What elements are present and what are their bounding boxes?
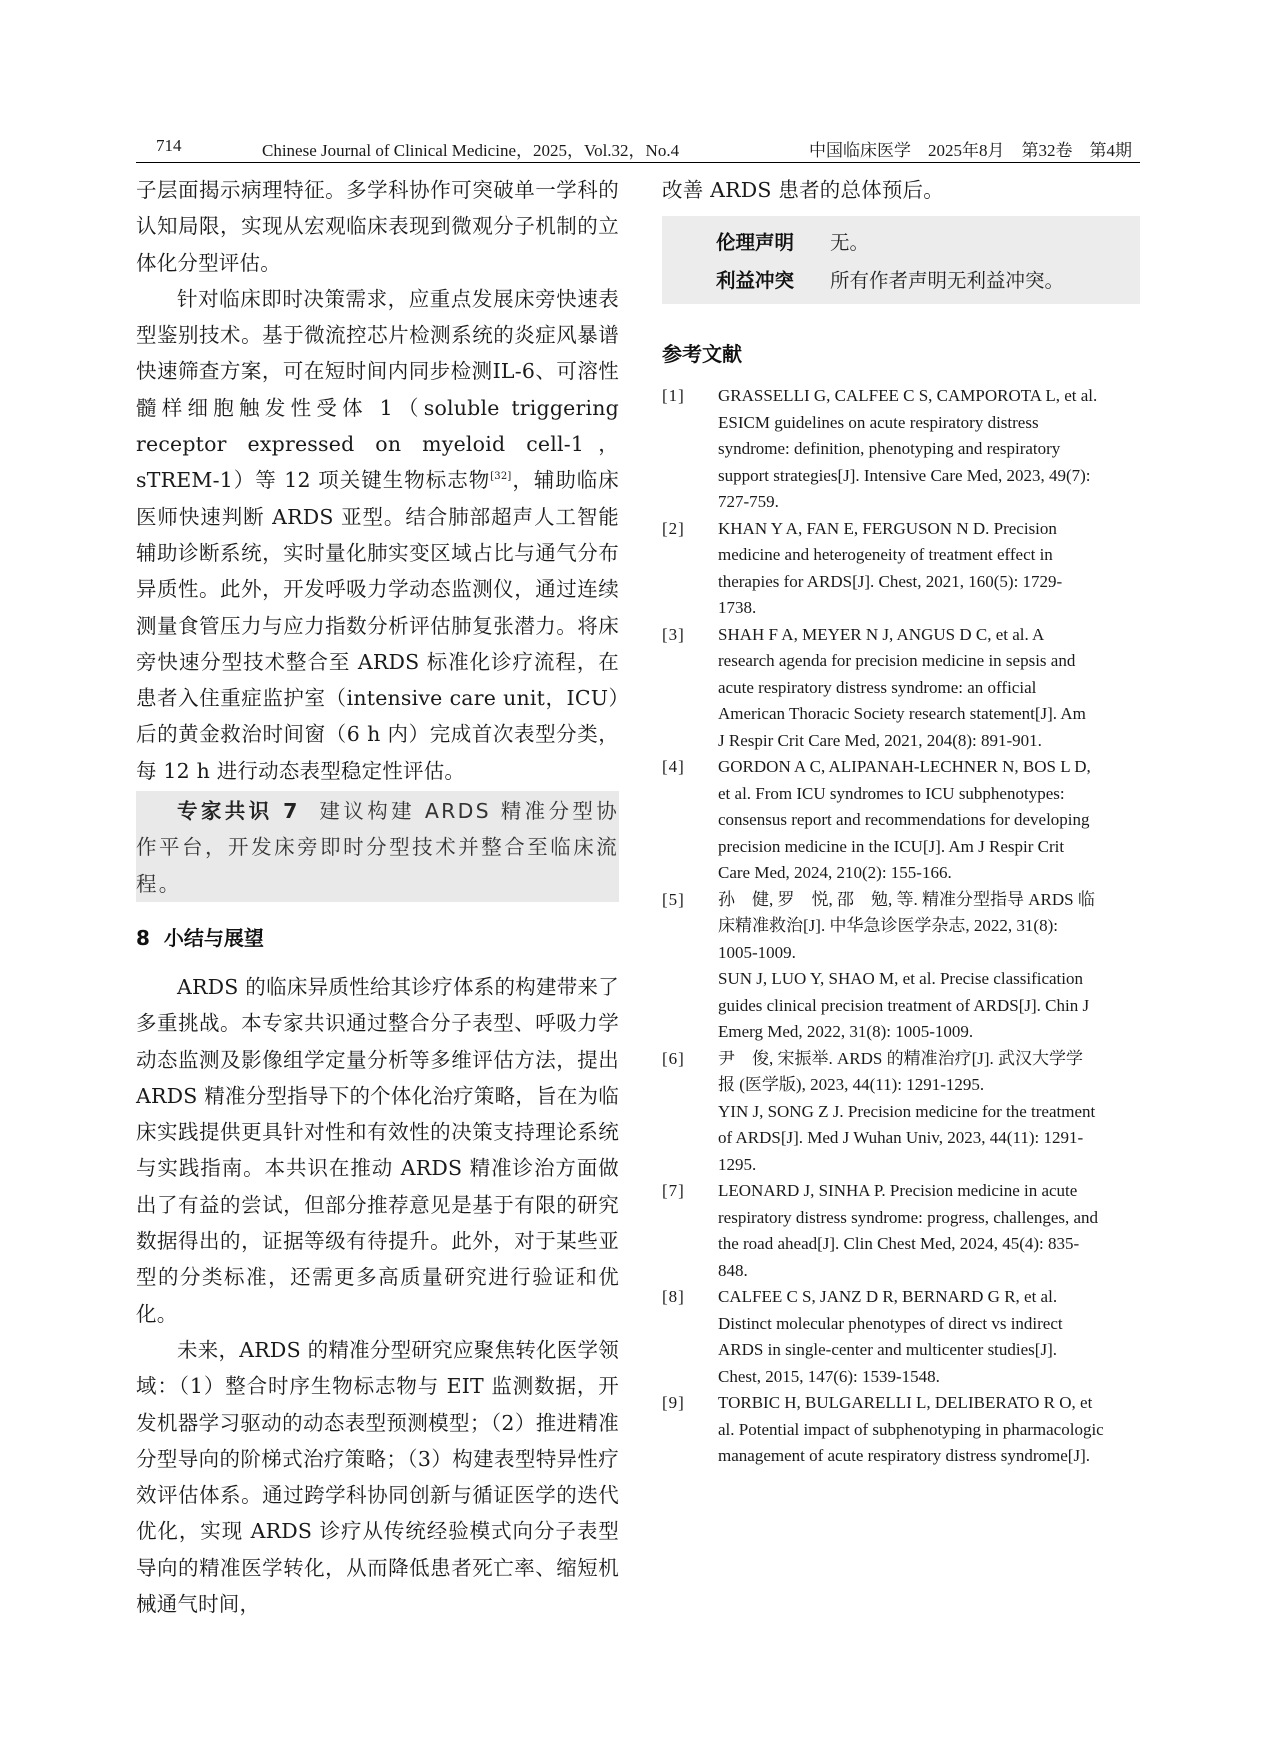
- reference-item: [662, 1178, 1140, 1284]
- reference-item: [662, 754, 1140, 887]
- reference-line: 床精准救治[J]. 中华急诊医学杂志, 2022, 31(8):: [718, 916, 1058, 936]
- reference-number: [7]: [662, 1181, 685, 1201]
- reference-line: 报 (医学版), 2023, 44(11): 1291-1295.: [718, 1075, 985, 1095]
- reference-line: medicine and heterogeneity of treatment effect in: [718, 545, 1053, 565]
- reference-item: [662, 622, 1140, 755]
- conflict-label: 利益冲突: [716, 269, 795, 293]
- reference-line: LEONARD J, SINHA P. Precision medicine in acute: [718, 1181, 1078, 1201]
- reference-line: consensus report and recommendations for developing: [718, 810, 1090, 830]
- reference-line: the road ahead[J]. Clin Chest Med, 2024, 45(4): 835-: [718, 1234, 1080, 1254]
- reference-text: [718, 383, 1140, 516]
- section-heading: [136, 922, 619, 951]
- reference-line: SHAH F A, MEYER N J, ANGUS D C, et al. A: [718, 624, 1045, 644]
- reference-number: [3]: [662, 624, 685, 644]
- reference-number: [9]: [662, 1393, 685, 1413]
- reference-line: ESICM guidelines on acute respiratory distress: [718, 412, 1039, 432]
- paragraph-3: ARDS 的临床异质性给其诊疗体系的构建带来了多重挑战。本专家共识通过整合分子表型、呼吸力学动态监测及影像组学定量分析等多维评估方法，提出 ARDS 精准分型指导下的个体化治疗策略，旨在为临床实践提供更具针对性和有效性的决策支持理论系统与实践指南。本共识在推动 ARDS 精准诊治方面做出了有益的尝试，但部分推荐意见是基于有限的研究数据得出的，证据等级有待提升。此外，对于某些亚型的分类标准，还需更多高质量研究进行验证和优化。: [136, 974, 619, 1326]
- reference-line: syndrome: definition, phenotyping and respiratory: [718, 439, 1061, 459]
- declarations-box: [662, 216, 1140, 304]
- paragraph-continued: 改善 ARDS 患者的总体预后。: [662, 178, 944, 202]
- reference-list: [662, 383, 1140, 1470]
- reference-item: [662, 887, 1140, 1046]
- reference-line: J Respir Crit Care Med, 2021, 204(8): 891-901.: [718, 730, 1042, 750]
- reference-number: [6]: [662, 1048, 685, 1068]
- citation-32[interactable]: [32]: [490, 471, 512, 483]
- reference-text: [718, 1046, 1140, 1179]
- reference-line: Emerg Med, 2022, 31(8): 1005-1009.: [718, 1022, 974, 1042]
- reference-text: [718, 1390, 1140, 1470]
- section-number: 8: [136, 925, 150, 950]
- conflict-of-interest: [662, 260, 1140, 298]
- reference-line: Care Med, 2024, 210(2): 155-166.: [718, 863, 952, 883]
- reference-line: acute respiratory distress syndrome: an official: [718, 677, 1037, 697]
- paragraph-2-part-b: ，辅助临床医师快速判断 ARDS 亚型。结合肺部超声人工智能辅助诊断系统，实时量化肺实变区域占比与通气分布异质性。此外，开发呼吸力学动态监测仪，通过连续测量食管压力与应力指数分析评估肺复张潜力。将床旁快速分型技术整合至 ARDS 标准化诊疗流程，在患者入住重症监护室（intensive care unit，ICU）后的黄金救治时间窗（6 h 内）完成首次表型分类，每 12 h 进行动态表型稳定性评估。: [136, 468, 620, 783]
- reference-line: TORBIC H, BULGARELLI L, DELIBERATO R O, et: [718, 1393, 1093, 1413]
- reference-item: [662, 383, 1140, 516]
- reference-number: [4]: [662, 757, 685, 777]
- ethics-statement: [662, 222, 1140, 260]
- ethics-label: 伦理声明: [716, 231, 795, 255]
- reference-line: research agenda for precision medicine in sepsis and: [718, 651, 1076, 671]
- reference-number: [8]: [662, 1287, 685, 1307]
- reference-line: 1005-1009.: [718, 942, 796, 962]
- reference-text: [718, 516, 1140, 622]
- reference-line: YIN J, SONG Z J. Precision medicine for the treatment: [718, 1101, 1096, 1121]
- reference-item: [662, 1284, 1140, 1390]
- reference-line: guides clinical precision treatment of ARDS[J]. Chin J: [718, 995, 1090, 1015]
- paragraph-1: 子层面揭示病理特征。多学科协作可突破单一学科的认知局限，实现从宏观临床表现到微观分子机制的立体化分型评估。: [136, 178, 619, 275]
- reference-line: precision medicine in the ICU[J]. Am J Respir Crit: [718, 836, 1065, 856]
- reference-line: et al. From ICU syndromes to ICU subphenotypes:: [718, 783, 1065, 803]
- reference-text: [718, 887, 1140, 1046]
- journal-citation-cn: 中国临床医学 2025年8月 第32卷 第4期: [809, 141, 1132, 160]
- page-number: 714: [156, 136, 182, 155]
- reference-line: GORDON A C, ALIPANAH-LECHNER N, BOS L D,: [718, 757, 1091, 777]
- reference-line: American Thoracic Society research statement[J]. Am: [718, 704, 1086, 724]
- reference-line: CALFEE C S, JANZ D R, BERNARD G R, et al.: [718, 1287, 1058, 1307]
- reference-number: [2]: [662, 518, 685, 538]
- reference-line: respiratory distress syndrome: progress, challenges, and: [718, 1207, 1099, 1227]
- reference-line: 848.: [718, 1260, 748, 1280]
- reference-text: [718, 622, 1140, 755]
- reference-item: [662, 1046, 1140, 1179]
- journal-citation-en: Chinese Journal of Clinical Medicine，2025，Vol.32，No.4: [262, 141, 680, 160]
- reference-text: [718, 1178, 1140, 1284]
- reference-line: 孙 健, 罗 悦, 邵 勉, 等. 精准分型指导 ARDS 临: [718, 889, 1095, 909]
- reference-line: therapies for ARDS[J]. Chest, 2021, 160(5): 1729-: [718, 571, 1063, 591]
- reference-line: Chest, 2015, 147(6): 1539-1548.: [718, 1366, 940, 1386]
- conflict-value: 所有作者声明无利益冲突。: [830, 269, 1065, 293]
- reference-line: GRASSELLI G, CALFEE C S, CAMPOROTA L, et al.: [718, 386, 1098, 406]
- left-column: [136, 172, 619, 1622]
- reference-line: ARDS in single-center and multicenter studies[J].: [718, 1340, 1057, 1360]
- section-title: 小结与展望: [163, 925, 264, 950]
- consensus-text: 建议构建 ARDS 精准分型协作平台，开发床旁即时分型技术并整合至临床流程。: [136, 799, 619, 896]
- running-header: [136, 136, 1140, 163]
- reference-line: 727-759.: [718, 492, 779, 512]
- reference-line: Distinct molecular phenotypes of direct vs indirect: [718, 1313, 1063, 1333]
- references-heading: 参考文献: [662, 342, 742, 367]
- reference-item: [662, 1390, 1140, 1470]
- reference-line: al. Potential impact of subphenotyping in pharmacologic: [718, 1419, 1104, 1439]
- right-column: [662, 172, 1140, 1470]
- paragraph-4: 未来，ARDS 的精准分型研究应聚焦转化医学领域：（1）整合时序生物标志物与 EIT 监测数据，开发机器学习驱动的动态表型预测模型；（2）推进精准分型导向的阶梯式治疗策略；（3）构建表型特异性疗效评估体系。通过跨学科协同创新与循证医学的迭代优化，实现 ARDS 诊疗从传统经验模式向分子表型导向的精准医学转化，从而降低患者死亡率、缩短机械通气时间，: [136, 1337, 619, 1616]
- reference-line: 1738.: [718, 598, 757, 618]
- ethics-value: 无。: [830, 231, 870, 255]
- reference-line: management of acute respiratory distress syndrome[J].: [718, 1446, 1090, 1466]
- reference-line: 1295.: [718, 1154, 757, 1174]
- reference-line: SUN J, LUO Y, SHAO M, et al. Precise classification: [718, 969, 1083, 989]
- reference-number: [5]: [662, 889, 685, 909]
- reference-number: [1]: [662, 386, 685, 406]
- reference-line: KHAN Y A, FAN E, FERGUSON N D. Precision: [718, 518, 1057, 538]
- expert-consensus-box: [136, 791, 619, 902]
- reference-item: [662, 516, 1140, 622]
- reference-line: 尹 俊, 宋振举. ARDS 的精准治疗[J]. 武汉大学学: [718, 1048, 1084, 1068]
- reference-text: [718, 1284, 1140, 1390]
- reference-line: support strategies[J]. Intensive Care Med, 2023, 49(7):: [718, 465, 1091, 485]
- paragraph-2-part-a: 针对临床即时决策需求，应重点发展床旁快速表型鉴别技术。基于微流控芯片检测系统的炎症风暴谱快速筛查方案，可在短时间内同步检测IL-6、可溶性髓样细胞触发性受体 1（soluble triggering receptor expressed on myeloid cell-1，sTREM-1）等 12 项关键生物标志物: [136, 286, 619, 493]
- paragraph-2: [136, 281, 619, 789]
- reference-text: [718, 754, 1140, 887]
- reference-line: of ARDS[J]. Med J Wuhan Univ, 2023, 44(11): 1291-: [718, 1128, 1084, 1148]
- consensus-label: 专家共识 7: [177, 799, 300, 824]
